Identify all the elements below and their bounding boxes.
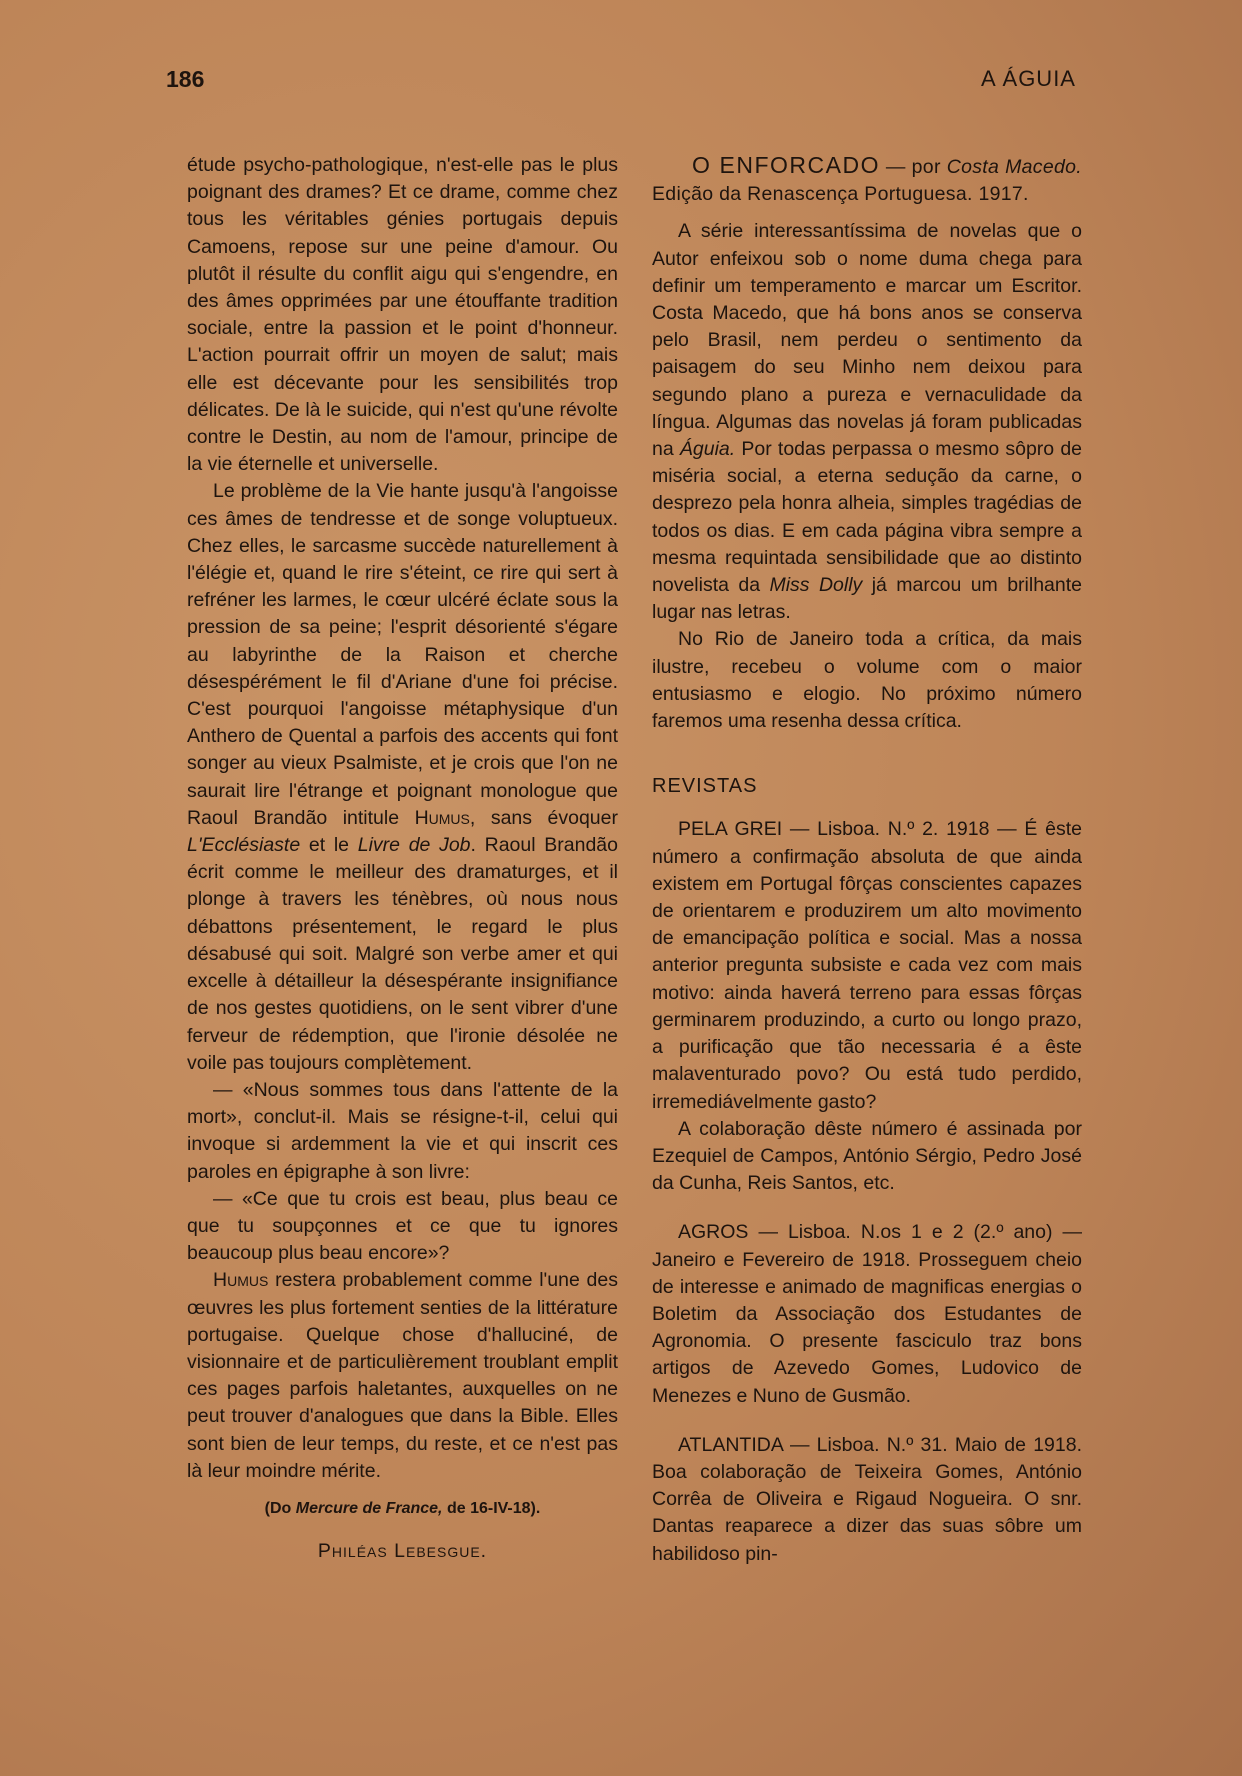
entry-agros: AGROS — Lisboa. N.os 1 e 2 (2.º ano) — Janeiro e Fevereiro de 1918. Prosseguem cheio de interesse e animado de magnificas energias o Boletim da Associação dos Estudantes de Agronomia. O presente fasciculo traz bons artigos de Azevedo Gomes, Ludovico de Menezes e Nuno de Gusmão. [652, 1221, 1082, 1407]
entry-pela-grei: PELA GREI — Lisboa. N.º 2. 1918 — É êste número a confirmação absoluta de que ainda existem em Portugal fôrças conscientes capazes de orientarem e produzirem um alto movimento de emancipação política e social. Mas a nossa anterior pregunta subsiste e cada vez com mais motivo: ainda haverá terreno para essas fôrças germinarem produzindo, a curto ou longo prazo, a purificação que tão necessaria é a êste malaventurado povo? Ou está tudo perdido, irremediávelmente gasto? [652, 818, 1082, 1113]
page-number: 186 [166, 66, 205, 92]
signature: Philéas Lebesgue. [317, 1540, 488, 1563]
entry-pela-grei-cont: A colaboração dêste número é assinada por Ezequiel de Campos, António Sérgio, Pedro José da Cunha, Reis Santos, etc. [652, 1117, 1082, 1195]
section-heading: REVISTAS [652, 775, 758, 798]
paragraph-3: — «Nous sommes tous dans l'attente de la mort», conclut-il. Mais se résigne-t-il, celui qui invoque si ardemment la vie et qui inscrit ces paroles en épigraphe à son livre: [187, 1078, 618, 1183]
review-paragraph-2: No Rio de Janeiro toda a crítica, da mais ilustre, recebeu o volume com o maior entusiasmo e elogio. No próximo número faremos uma resenha dessa crítica. [652, 628, 1082, 733]
paragraph-4: — «Ce que tu crois est beau, plus beau ce que tu soupçonnes et ce que tu ignores beaucoup plus beau encore»? [187, 1187, 618, 1265]
entry-atlantida: ATLANTIDA — Lisboa. N.º 31. Maio de 1918. Boa colaboração de Teixeira Gomes, António Corrêa de Oliveira e Rigaud Nogueira. O snr. Dantas reaparece a dizer das suas sôbre um habilidoso pin- [652, 1433, 1082, 1565]
source-citation: (Do Mercure de France, de 16-IV-18). [264, 1499, 541, 1517]
left-column [187, 152, 618, 1585]
paragraph-1: étude psycho-pathologique, n'est-elle pas le plus poignant des drames? Et ce drame, comme chez tous les véritables génies portugais depuis Camoens, repose sur une peine d'amour. Ou plutôt il résulte du conflit aigu qui s'engendre, en des âmes opprimées par une étouffante tradition sociale, entre la passion et le point d'honneur. L'action pourrait offrir un moyen de salut; mais elle est décevante pour les sensibilités trop délicates. De là le suicide, qui n'est qu'une révolte contre le Destin, au nom de l'amour, principe de la vie éternelle et universelle. [187, 154, 618, 476]
paragraph-5: Humus restera probablement comme l'une des œuvres les plus fortement senties de la littérature portugaise. Quelque chose d'halluciné, de visionnaire et de particulièrement troublant emplit ces pages parfois haletantes, auxquelles on ne peut trouver d'analogues que dans la Bible. Elles sont bien de leur temps, du reste, et ce n'est pas là leur moindre mérite. [187, 1269, 618, 1482]
page-header [0, 66, 1242, 100]
review-paragraph-1: A série interessantíssima de novelas que o Autor enfeixou sob o nome duma chega para definir um temperamento e marcar um Escritor. Costa Macedo, que há bons anos se conserva pelo Brasil, nem perdeu o sentimento da paisagem do seu Minho nem deixou para segundo plano a pureza e vernaculidade da língua. Algumas das novelas já foram publicadas na Águia. Por todas perpassa o mesmo sôpro de miséria social, a eterna sedução da carne, o desprezo pela honra alheia, simples tragédias de todos os dias. E em cada página vibra sempre a mesma requintada sensibilidade que ao distinto novelista da Miss Dolly já marcou um brilhante lugar nas letras. [652, 220, 1083, 624]
running-head: A ÁGUIA [980, 66, 1076, 91]
paragraph-2: Le problème de la Vie hante jusqu'à l'angoisse ces âmes de tendresse et de songe voluptueux. Chez elles, le sarcasme succède naturellement à l'élégie et, quand le rire s'éteint, ce rire qui sert à refréner les larmes, le cœur ulcéré éclate sous la pression de sa peine; l'esprit désorienté s'égare au labyrinthe de la Raison et cherche désespérément le fil d'Ariane d'une foi précise. C'est pourquoi l'angoisse métaphysique d'un Anthero de Quental a parfois des accents qui font songer au vieux Psalmiste, et je crois que l'on ne saurait lire l'étrange et poignant monologue que Raoul Brandão intitule Humus, sans évoquer L'Ecclésiaste et le Livre de Job. Raoul Brandão écrit comme le meilleur des dramaturges, et il plonge à travers les ténèbres, où nous nous débattons présentement, le regard le plus désabusé qui soit. Malgré son verbe amer et qui excelle à détailleur la désespérante insignifiance de nos gestes quotidiens, on le sent vibrer d'une ferveur de rédemption, que l'ironie désolée ne voile pas toujours complètement. [187, 480, 618, 1074]
right-column [652, 152, 1082, 1568]
review-heading: O ENFORCADO — por Costa Macedo. Edição da Renascença Portuguesa. 1917. [652, 152, 1082, 206]
